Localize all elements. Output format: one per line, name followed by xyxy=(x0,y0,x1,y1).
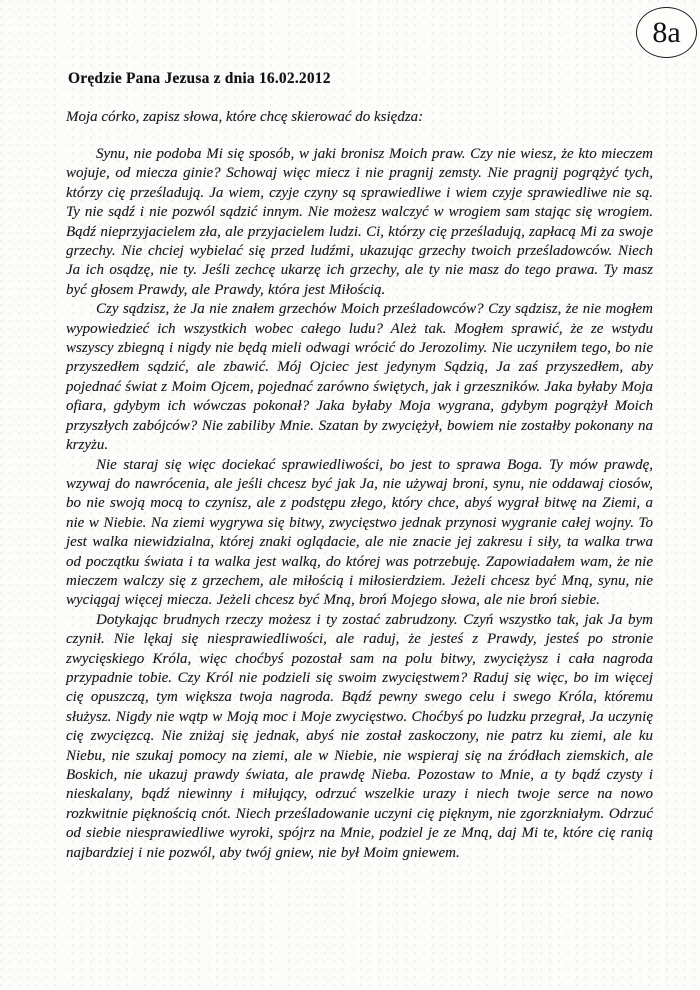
page-number-badge xyxy=(636,7,697,58)
document-content xyxy=(66,70,653,863)
page-number-label: 8a xyxy=(652,15,681,49)
paragraph-3: Nie staraj się więc dociekać sprawiedliwości, bo jest to sprawa Boga. Ty mów prawdę, wzywaj do nawrócenia, ale jeśli chcesz być jak Ja, nie używaj broni, synu, nie oddawaj ciosów, bo nie swoją mocą to czynisz, ale z podstępu złego, który chce, abyś wygrał bitwę na Ziemi, a nie w Niebie. Na ziemi wygrywa się bitwy, zwycięstwo jednak przynosi wygranie całej wojny. To jest walka niewidzialna, której znaki oglądacie, ale nie znacie jej zakresu i siły, ta walka trwa od początku świata i ta walka jest walką, do której was potrzebuję. Zapowiadałem wam, że nie mieczem walczy się z grzechem, ale miłością i miłosierdziem. Jeżeli chcesz być Mną, synu, nie wyciągaj więcej miecza. Jeżeli chcesz być Mną, broń Mojego słowa, ale nie broń siebie. xyxy=(66,456,653,609)
document-title: Orędzie Pana Jezusa z dnia 16.02.2012 xyxy=(68,70,331,87)
paragraph-2: Czy sądzisz, że Ja nie znałem grzechów Moich prześladowców? Czy sądzisz, że nie mogłem wypowiedzieć ich wszystkich wobec całego ludu? Ależ tak. Mogłem sprawić, że ze wstydu wszyscy zbiegną i nigdy nie będą mieli odwagi wrócić do Jerozolimy. Nie uczyniłem tego, bo nie przyszedłem sądzić, ale zbawić. Mój Ojciec jest jedynym Sądzią, Ja zaś przyszedłem, aby pojednać świat z Moim Ojcem, pojednać zarówno świętych, jak i grzeszników. Jaka byłaby Moja ofiara, gdybym ich wówczas pokonał? Jaka byłaby Moja wygrana, gdybym pogrążył Moich przyszłych zabójców? Nie zabiliby Mnie. Szatan by zwyciężył, bowiem nie zostałby pokonany na krzyżu. xyxy=(66,301,653,454)
paragraph-1: Synu, nie podoba Mi się sposób, w jaki bronisz Moich praw. Czy nie wiesz, że kto mieczem wojuje, od miecza ginie? Schowaj więc miecz i nie pragnij zemsty. Nie pragnij pogrążyć tych, którzy cię prześladują. Ja wiem, czyje czyny są sprawiedliwe i wiem czyje sprawiedliwe nie są. Ty nie sądź i nie pozwól sądzić innym. Nie możesz walczyć w wrogiem sam stając się wrogiem. Bądź nieprzyjacielem zła, ale przyjacielem ludzi. Ci, którzy cię prześladują, zapłacą Mi za swoje grzechy. Nie chciej wybielać się przed ludźmi, ukazując grzechy twoich prześladowców. Niech Ja ich osądzę, nie ty. Jeśli zechcę ukarzę ich grzechy, ale ty nie masz do tego prawa. Ty masz być głosem Prawdy, ale Prawdy, która jest Miłością. xyxy=(66,146,653,298)
paragraph-4: Dotykając brudnych rzeczy możesz i ty zostać zabrudzony. Czyń wszystko tak, jak Ja bym czynił. Nie lękaj się niesprawiedliwości, ale raduj, że jesteś z Prawdy, jesteś po stronie zwycięskiego Króla, więc choćbyś pozostał sam na polu bitwy, zwyciężysz i cała nagroda przypadnie tobie. Czy Król nie podzieli się swoim zwycięstwem? Raduj się więc, bo im więcej cię opuszczą, tym większa twoja nagroda. Bądź pewny swego celu i swego Króla, któremu służysz. Nigdy nie wątp w Moją moc i Moje zwycięstwo. Choćbyś po ludzku przegrał, Ja uczynię cię zwycięzcą. Nie zniżaj się jednak, abyś nie został zaskoczony, nie patrz ku ziemi, ale ku Niebu, nie szukaj pomocy na ziemi, ale w Niebie, nie wspieraj się na źródłach ziemskich, ale Boskich, nie ukazuj prawdy świata, ale prawdę Nieba. Pozostaw to Mnie, a ty bądź czysty i nieskalany, bądź niewinny i miłujący, odrzuć wszelkie urazy i niech twoje serce na nowo rozkwitnie pięknością cnót. Niech prześladowanie uczyni cię pięknym, nie zgorzkniałym. Odrzuć od siebie niesprawiedliwe wyroki, spójrz na Mnie, podziel je ze Mną, daj Mi te, które cię ranią najbardziej i nie pozwól, aby twój gniew, nie był Moim gniewem. xyxy=(66,611,653,861)
salutation-line: Moja córko, zapisz słowa, które chcę skierować do księdza: xyxy=(66,109,424,125)
